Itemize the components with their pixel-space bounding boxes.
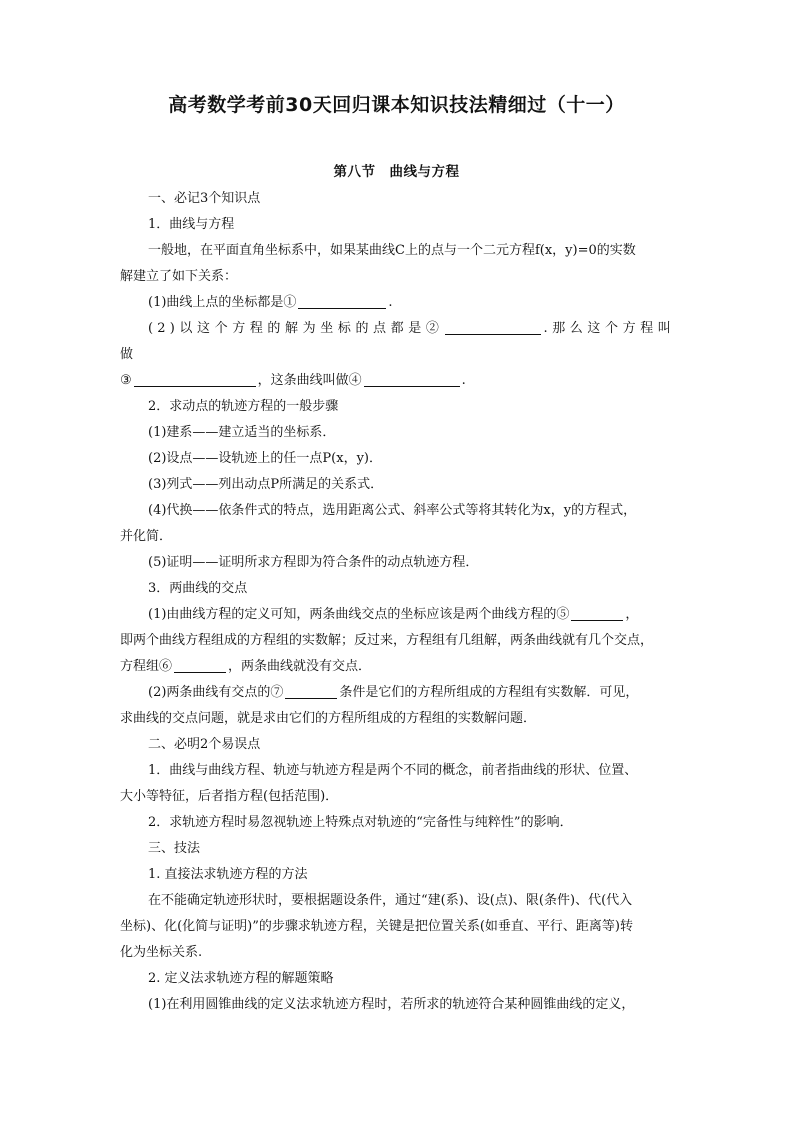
k3-p2-end: 条件是它们的方程所组成的方程组有实数解．可见， — [339, 685, 639, 700]
k3-p1-line2: 即两个曲线方程组成的方程组的实数解；反过来，方程组有几组解，两条曲线就有几个交点， — [120, 633, 654, 648]
k2-step1: (1)建系——建立适当的坐标系． — [148, 425, 336, 440]
section-heading: 第八节 曲线与方程 — [333, 164, 460, 180]
fill-blank-2 — [445, 318, 541, 335]
e2: 2．求轨迹方程时易忽视轨迹上特殊点对轨迹的“完备性与纯粹性”的影响． — [148, 815, 573, 830]
k1-item2-b-mid: ，这条曲线叫做④ — [257, 373, 362, 388]
k3-p1-text: (1)由曲线方程的定义可知，两条曲线交点的坐标应该是两个曲线方程的⑤ — [148, 607, 570, 622]
part3-heading: 三、技法 — [148, 841, 201, 856]
part2-heading: 二、必明2个易误点 — [148, 737, 261, 752]
t2-line1: (1)在利用圆锥曲线的定义法求轨迹方程时，若所求的轨迹符合某种圆锥曲线的定义， — [148, 997, 635, 1012]
k3-p1-c-end: ，两条曲线就没有交点． — [228, 659, 372, 674]
k3-p2-text: (2)两条曲线有交点的⑦ — [148, 685, 284, 700]
k2-step2: (2)设点——设轨迹上的任一点P(x，y)． — [148, 451, 382, 466]
k1-heading: 1．曲线与方程 — [148, 217, 235, 232]
k1-item2-text: (2)以这个方程的解为坐标的点都是② — [148, 321, 444, 336]
k3-p1-end: ， — [625, 607, 639, 622]
t1-line2: 坐标)、化(化简与证明)”的步骤求轨迹方程，关键是把位置关系(如垂直、平行、距离等)转 — [120, 919, 634, 934]
k1-item2-line2 — [120, 368, 675, 394]
k1-item1 — [120, 290, 675, 316]
k1-item1-end: . — [388, 295, 393, 310]
k2-step4-line2: 并化简． — [120, 529, 173, 544]
k1-intro-line2: 解建立了如下关系： — [120, 269, 238, 284]
k1-item2-line1 — [120, 316, 675, 368]
k2-step4-line1: (4)代换——依条件式的特点，选用距离公式、斜率公式等将其转化为x，y的方程式， — [148, 503, 637, 518]
k2-heading: 2．求动点的轨迹方程的一般步骤 — [148, 399, 339, 414]
t1-line3: 化为坐标关系. — [120, 945, 203, 960]
k3-p2-line1 — [120, 680, 675, 706]
k3-p1-line3 — [120, 654, 675, 680]
fill-blank-3 — [134, 370, 256, 387]
fill-blank-4 — [364, 370, 460, 387]
t1-heading: 1. 直接法求轨迹方程的方法 — [148, 867, 308, 882]
t2-heading: 2. 定义法求轨迹方程的解题策略 — [148, 971, 334, 986]
t1-line1: 在不能确定轨迹形状时，要根据题设条件，通过“建(系)、设(点)、限(条件)、代(代入 — [148, 893, 633, 908]
k3-heading: 3．两曲线的交点 — [148, 581, 248, 596]
k1-intro-line1: 一般地，在平面直角坐标系中，如果某曲线C上的点与一个二元方程f(x，y)=0的实数 — [148, 243, 636, 258]
k1-item1-text: (1)曲线上点的坐标都是① — [148, 295, 297, 310]
k1-item2-text-end: .那么这个方程叫做 — [120, 321, 676, 362]
k2-step5: (5)证明——证明所求方程即为符合条件的动点轨迹方程． — [148, 555, 479, 570]
k3-p2-line2: 求曲线的交点问题，就是求由它们的方程所组成的方程组的实数解问题． — [120, 711, 537, 726]
fill-blank-7 — [285, 682, 337, 699]
part1-heading: 一、必记3个知识点 — [148, 191, 261, 206]
document-title: 高考数学考前30天回归课本知识技法精细过（十一） — [168, 94, 625, 116]
k3-p1-c: 方程组⑥ — [120, 659, 173, 674]
fill-blank-5 — [571, 604, 623, 621]
document-body — [120, 186, 675, 1018]
k3-p1-line1 — [120, 602, 675, 628]
e1-line2: 大小等特征，后者指方程(包括范围)． — [120, 789, 339, 804]
k1-item2-b-end: . — [461, 373, 466, 388]
k1-item2-b: ③ — [120, 373, 132, 388]
fill-blank-6 — [174, 656, 226, 673]
fill-blank-1 — [298, 292, 386, 309]
e1-line1: 1．曲线与曲线方程、轨迹与轨迹方程是两个不同的概念，前者指曲线的形状、位置、 — [148, 763, 638, 778]
k2-step3: (3)列式——列出动点P所满足的关系式． — [148, 477, 384, 492]
